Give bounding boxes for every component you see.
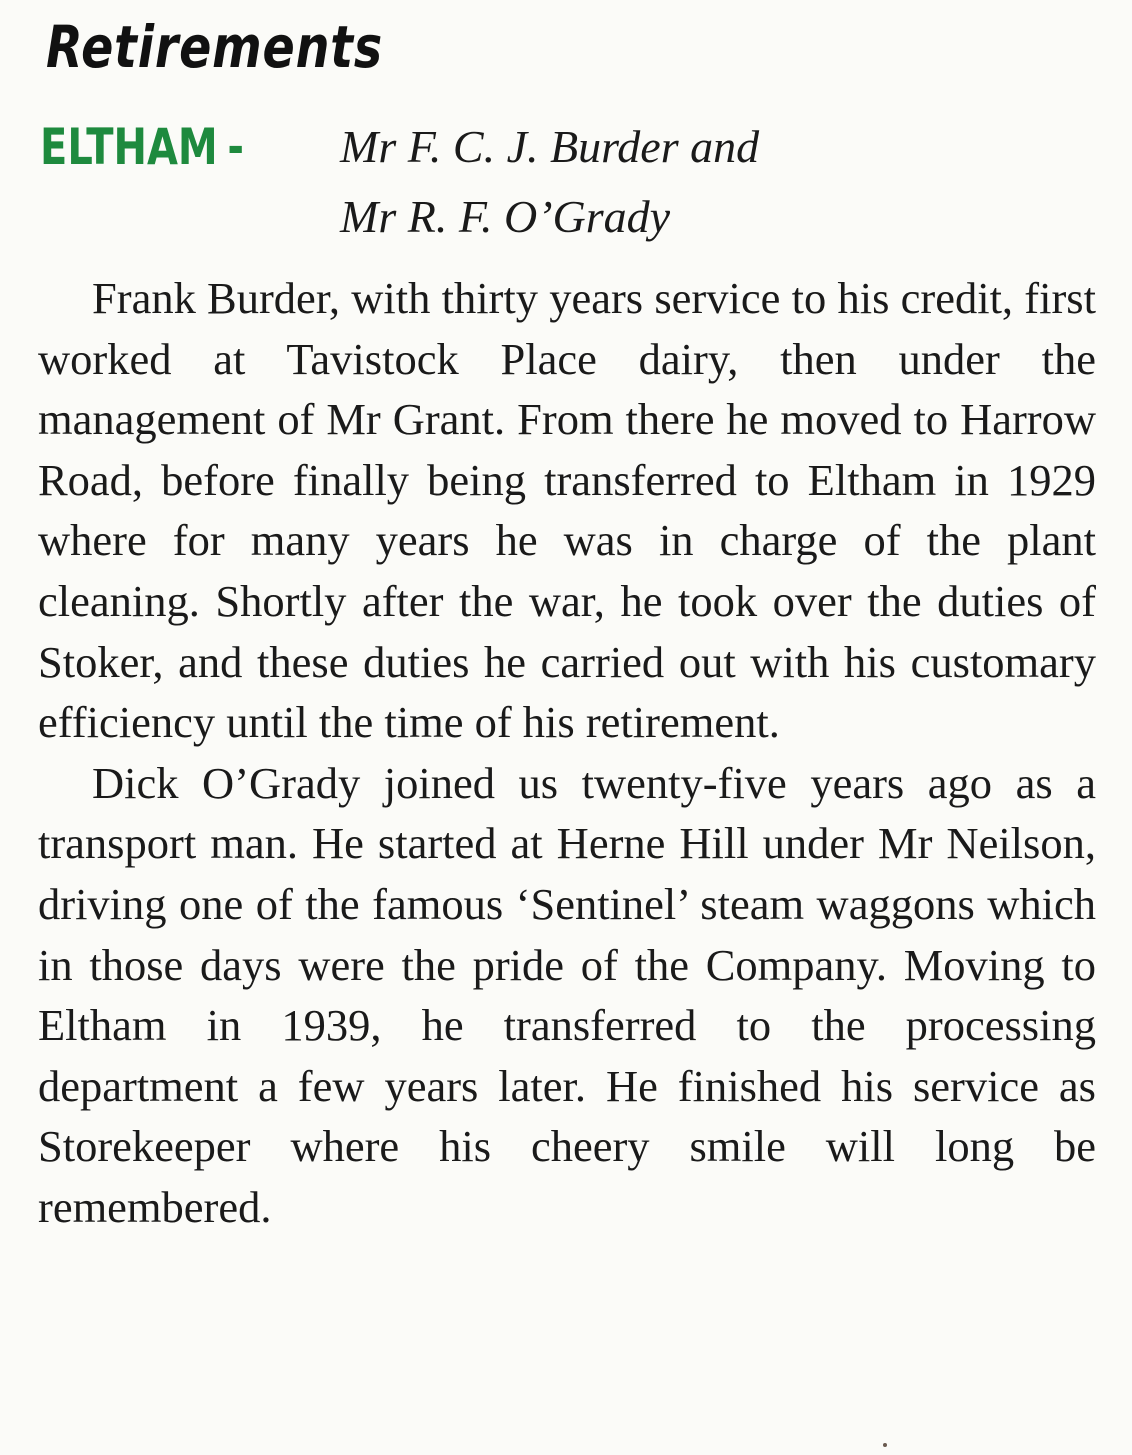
paragraph-burder: Frank Burder, with thirty years service to his credit, first worked at Tavistock Place dairy, then under the management of Mr Grant. From there he moved to Harrow Road, before finally being transferred to Eltham in 1929 where for many years he was in charge of the plant cleaning. Shortly after the war, he took over the duties of Stoker, and these duties he carried out with his customary efficiency until the time of his retirement. (38, 273, 1096, 748)
retiree-names-line-2: Mr R. F. O’Grady (340, 191, 671, 242)
location-name: ELTHAM (40, 118, 218, 176)
retiree-names (340, 112, 759, 252)
location-heading (40, 112, 244, 182)
article-headline (40, 112, 1100, 262)
location-separator: - (227, 118, 244, 176)
retiree-names-line-1: Mr F. C. J. Burder and (340, 121, 760, 172)
section-title: Retirements (46, 13, 383, 81)
paragraph-ogrady: Dick O’Grady joined us twenty-five years ago as a transport man. He started at Herne Hill under Mr Neilson, driving one of the famous ‘Sentinel’ steam waggons which in those days were the pride of the Company. Moving to Eltham in 1939, he transferred to the processing department a few years later. He finished his service as Storekeeper where his cheery smile will long be remembered. (38, 757, 1096, 1232)
article-body (38, 268, 1096, 1238)
paper-speck (883, 1443, 887, 1447)
